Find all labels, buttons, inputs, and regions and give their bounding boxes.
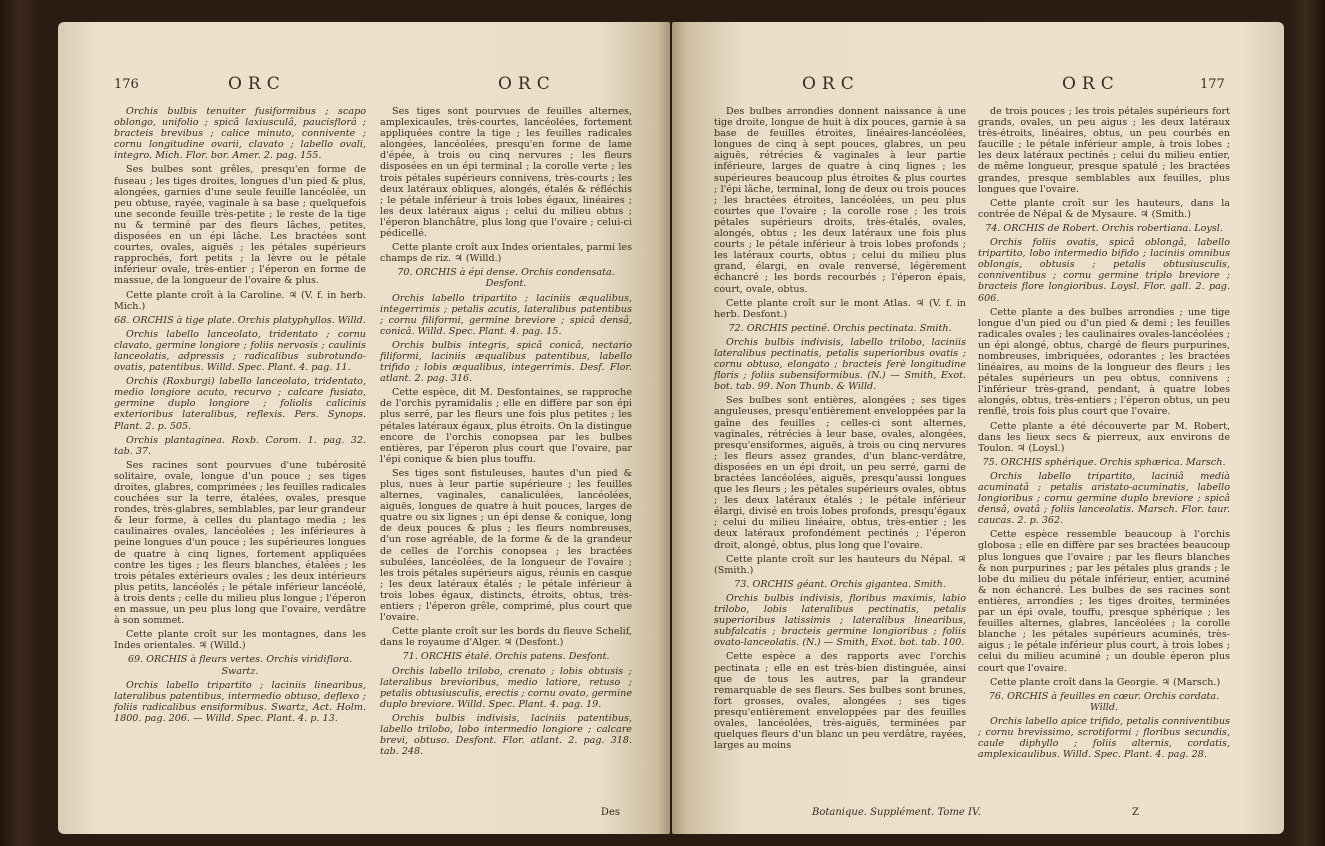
- paragraph: Cette plante croît aux Indes orientales, parmi les champs de riz. ♃ (Willd.): [380, 242, 632, 265]
- paragraph: Cette plante croît dans la Georgie. ♃ (Marsch.): [990, 676, 1221, 688]
- paragraph: Orchis foliis ovatis, spicâ oblongâ, labello tripartito, lobo intermedio bifido ; laciniis omnibus oblongis, obtusis ; petalis obtusiusculis, conniventibus ; cornu germine triplo breviore ; bracteis flore longioribus. Loysl. Flor. gall. 2. pag. 606.: [978, 237, 1230, 304]
- paragraph: 69. ORCHIS à fleurs vertes. Orchis viridiflora. Swartz.: [127, 654, 353, 677]
- paragraph: de trois pouces ; les trois pétales supérieurs fort grands, ovales, un peu aigus ; les deux latéraux très-étroits, linéaires, obtus, un peu courbés en faucille ; le pétale inférieur ample, à trois lobes ; les deux latéraux pectinés ; celui du milieu entier, de même longueur, presque spatulé ; les bractées grandes, presque semblables aux feuilles, plus longues que l'ovaire.: [978, 106, 1230, 195]
- paragraph: 73. ORCHIS géant. Orchis gigantea. Smith.: [734, 578, 946, 590]
- right-column-1: [714, 106, 966, 754]
- right-page-header: [672, 74, 1284, 96]
- paragraph: Ses tiges sont pourvues de feuilles alternes, amplexicaules, très-courtes, lancéolées, fortement appliquées contre la tige ; les feuilles radicales alongées, lancéolées, presqu'en forme de lame d'épée, à trois ou cinq nervures ; les fleurs disposées en un épi terminal ; la corolle verte ; les trois pétales supérieurs connivens, très-courts ; les deux latéraux obliques, alongés, étalés & réfléchis ; le pétale inférieur à trois lobes égaux, linéaires ; les deux latéraux aigus ; celui du milieu obtus ; l'éperon blanchâtre, plus long que l'ovaire ; celui-ci pédicellé.: [380, 106, 632, 240]
- paragraph: Ses tiges sont fistuleuses, hautes d'un pied & plus, nues à leur partie supérieure ; les feuilles alternes, vaginales, canaliculées, lancéolées, aiguës, longues de quatre à huit pouces, larges de quatre ou six lignes ; un épi dense & conique, long de deux pouces & plus ; les fleurs nombreuses, d'un rose agréable, de la forme & de la grandeur de celles de l'orchis conopsea ; les bractées subulées, lancéolées, de la longueur de l'ovaire ; les trois pétales supérieurs aigus, réunis en casque ; les deux latéraux étalés ; le pétale inférieur à trois lobes égaux, distincts, étroits, obtus, très-entiers ; l'éperon grêle, comprimé, plus court que l'ovaire.: [380, 467, 632, 624]
- paragraph: 70. ORCHIS à épi dense. Orchis condensata. Desfont.: [397, 267, 615, 290]
- page-number: 176: [114, 77, 139, 92]
- paragraph: Orchis labello tripartito, laciniâ medià acuminatâ ; petalis aristato-acuminatis, labello longioribus ; cornu germine duplo breviore ; spicâ densâ, ovatâ ; foliis lanceolatis. Marsch. Flor. taur. caucas. 2. p. 362.: [978, 470, 1230, 527]
- paragraph: Orchis labello trilobo, crenato ; lobis obtusis ; lateralibus brevioribus, medio latiore, retuso ; petalis obtusiusculis, erectis ; cornu ovato, germine duplo breviore. Willd. Spec. Plant. 4. pag. 19.: [380, 665, 632, 710]
- paragraph: Des bulbes arrondies donnent naissance à une tige droite, longue de huit à dix pouces, garnie à sa base de feuilles étroites, linéaires-lancéolées, longues de cinq à sept pouces, glabres, un peu aiguës, rétrécies & vaginales à leur partie inférieure, larges de quatre à cinq lignes ; les supérieures beaucoup plus étroites & plus courtes ; l'épi lâche, terminal, long de deux ou trois pouces ; les bractées étroites, lancéolées, un peu plus courtes que l'ovaire ; la corolle rose ; les trois pétales supérieurs droits, très-étalés, ovales, alongés, obtus ; les deux latéraux une fois plus courts ; le pétale inférieur à trois lobes profonds ; les latéraux courts, obtus ; celui du milieu plus grand, élargi, en ovale renversé, légèrement échancré ; les bords recourbés ; l'éperon épais, court, ovale, obtus.: [714, 106, 966, 295]
- paragraph: Orchis labello tripartito ; laciniis linearibus, lateralibus patentibus, intermedio obtuso, deflexo ; foliis radicalibus ensiformibus. Swartz, Act. Holm. 1800. pag. 206. — Willd. Spec. Plant. 4. p. 13.: [114, 679, 366, 724]
- paragraph: Orchis bulbis tenuiter fusiformibus ; scapo oblongo, unifolio ; spicâ laxiusculâ, paucisflorâ ; bracteis brevibus ; calice minuto, connivente ; cornu longitudine ovarii, clavato ; labello ovali, integro. Mich. Flor. bor. Amer. 2. pag. 155.: [114, 106, 366, 162]
- paragraph: 76. ORCHIS à feuilles en cœur. Orchis cordata. Willd.: [988, 690, 1220, 713]
- paragraph: Cette plante croît à la Caroline. ♃ (V. f. in herb. Mich.): [114, 289, 366, 312]
- left-page: [58, 22, 670, 834]
- paragraph: Orchis plantaginea. Roxb. Corom. 1. pag. 32. tab. 37.: [114, 434, 366, 457]
- running-head-right: ORC: [498, 74, 556, 94]
- page-number: 177: [1200, 77, 1225, 92]
- paragraph: Ses racines sont pourvues d'une tubérosité solitaire, ovale, longue d'un pouce ; ses tiges droites, glabres, comprimées ; les feuilles radicales couchées sur la terre, étalées, ovales, presque rondes, très-glabres, semblables, par leur grandeur & leur forme, à celles du plantago media ; les caulinaires ovales, lancéolées ; les inférieures à peine longues d'un pouce ; les supérieures longues de quatre à cinq lignes, fortement appliquées contre les tiges ; les fleurs blanches, étalées ; les trois pétales extérieurs ovales ; les deux intérieurs plus petits, lancéolés ; le pétale inférieur lancéolé, à trois dents ; celle du milieu plus longue ; l'éperon en massue, un peu plus long que l'ovaire, verdâtre à son sommet.: [114, 459, 366, 627]
- paragraph: Ses bulbes sont grêles, presqu'en forme de fuseau ; les tiges droites, longues d'un pied & plus, alongées, garnies d'une seule feuille lancéolée, un peu obtuse, rayée, vaginale à sa base ; quelquefois une seconde feuille très-petite ; le reste de la tige nu & terminé par des fleurs lâches, petites, disposées en un épi lâche. Les bractées sont courtes, ovales, aiguës ; les pétales supérieurs rapprochés, fort petits ; la lèvre ou le pétale inférieur ovale, très-entier ; l'éperon en forme de massue, de la longueur de l'ovaire & plus.: [114, 164, 366, 287]
- catchword: Des: [600, 807, 620, 818]
- paragraph: Cette plante croît sur les hauteurs, dans la contrée de Népal & de Mysaure. ♃ (Smith.): [978, 197, 1230, 220]
- paragraph: Orchis labello apice trifido, petalis conniventibus ; cornu brevissimo, scrotiformi ; floribus secundis, caule diphyllo ; foliis alternis, cordatis, amplexicaulibus. Willd. Spec. Plant. 4. pag. 28.: [978, 715, 1230, 761]
- paragraph: Cette plante croît sur les montagnes, dans les Indes orientales. ♃ (Willd.): [114, 629, 366, 652]
- running-head-left: ORC: [802, 74, 860, 94]
- left-column-2: [380, 106, 632, 760]
- paragraph: Cette espèce a des rapports avec l'orchis pectinata ; elle en est très-bien distinguée, ainsi que de tous les autres, par la grandeur remarquable de ses fleurs. Ses bulbes sont brunes, fort grosses, ovales, alongées ; ses tiges presqu'entièrement enveloppées par des feuilles ovales, lancéolées, très-aiguës, terminées par quelques fleurs d'un blanc un peu verdâtre, rayées, larges au moins: [714, 651, 966, 752]
- paragraph: Orchis (Roxburgi) labello lanceolato, tridentato, medio longiore acuto, recurvo ; calcare fusiato, germine duplo longiore ; foliolis calicinis exterioribus lateralibus, reflexis. Pers. Synops. Plant. 2. p. 505.: [114, 376, 366, 432]
- paragraph: Orchis bulbis indivisis, labello trilobo, laciniis lateralibus pectinatis, petalis superioribus ovatis ; cornu obtuso, elongato ; bracteis ferè longitudine floris ; foliis subensiformibus. (N.) — Smith, Exot. bot. tab. 99. Non Thunb. & Willd.: [714, 336, 966, 393]
- signature-line: Botanique. Supplément. Tome IV.: [812, 807, 981, 818]
- paragraph: 68. ORCHIS à tige plate. Orchis platyphyllos. Willd.: [114, 314, 366, 326]
- paragraph: Cette espèce, dit M. Desfontaines, se rapproche de l'orchis pyramidalis ; elle en diffère par son épi plus serré, par les fleurs une fois plus petites ; les pétales latéraux égaux, plus étroits. On la distingue encore de l'orchis conopsea par les bulbes entières, par l'éperon plus court que l'ovaire, par l'épi conique & bien plus touffu.: [380, 387, 632, 465]
- left-page-header: [58, 74, 670, 96]
- paragraph: Ses bulbes sont entières, alongées ; ses tiges anguleuses, presqu'entièrement enveloppées par la gaîne des feuilles ; celles-ci sont alternes, vaginales, rétrécies à leur base, ovales, alongées, presqu'ensiformes, aiguës, à trois ou cinq nervures ; les fleurs assez grandes, d'un blanc-verdâtre, disposées en un épi droit, un peu serré, garni de bractées lancéolées, aiguës, presqu'aussi longues que les fleurs ; les pétales supérieurs ovales, obtus ; les deux latéraux étalés ; le pétale inférieur élargi, divisé en trois lobes profonds, presqu'égaux ; celui du milieu linéaire, obtus, très-entier ; les deux latéraux profondément pectinés ; l'éperon droit, alongé, obtus, plus long que l'ovaire.: [714, 395, 966, 551]
- paragraph: Orchis bulbis indivisis, laciniis patentibus, labello trilobo, lobo intermedio longiore ; calcare brevi, obtuso. Desfont. Flor. atlant. 2. pag. 318. tab. 248.: [380, 712, 632, 758]
- paragraph: Cette plante croît sur les hauteurs du Népal. ♃ (Smith.): [714, 553, 966, 576]
- paragraph: Cette plante a été découverte par M. Robert, dans les lieux secs & pierreux, aux environs de Toulon. ♃ (Loysl.): [978, 420, 1230, 454]
- right-column-2: [978, 106, 1230, 763]
- left-column-1: [114, 106, 366, 727]
- paragraph: Orchis labello lanceolato, tridentato ; cornu clavato, germine longiore ; foliis nervosis ; caulinis lanceolatis, adpressis ; radicalibus subrotundo-ovatis, patentibus. Willd. Spec. Plant. 4. pag. 11.: [114, 328, 366, 374]
- paragraph: 74. ORCHIS de Robert. Orchis robertiana. Loysl.: [985, 222, 1223, 234]
- paragraph: 75. ORCHIS sphérique. Orchis sphærica. Marsch.: [982, 456, 1226, 468]
- paragraph: Orchis bulbis integris, spicâ conicâ, nectario filiformi, laciniis æqualibus patentibus, labello trifido ; lobis æqualibus, integerrimis. Desf. Flor. atlant. 2. pag. 316.: [380, 339, 632, 385]
- paragraph: Cette espèce ressemble beaucoup à l'orchis globosa ; elle en diffère par ses bractées beaucoup plus longues que l'ovaire ; par les fleurs blanches & non purpurines ; par les pétales plus grands ; le lobe du milieu du pétale inférieur, entier, acuminé & non échancré. Les bulbes de ses racines sont entières, arrondies ; les tiges droites, terminées par un épi ovale, touffu, presque sphérique ; les feuilles alternes, glabres, lancéolées ; la corolle blanche ; les pétales supérieurs acuminés, très-aigus ; le pétale inférieur plus court, à trois lobes ; celui du milieu acuminé ; un double éperon plus court que l'ovaire.: [978, 529, 1230, 674]
- paragraph: Orchis bulbis indivisis, floribus maximis, labio trilobo, lobis lateralibus pectinatis, petalis superioribus latissimis ; lateralibus linearibus, subfalcatis ; bracteis germine longioribus ; foliis ovato-lanceolatis. (N.) — Smith, Exot. bot. tab. 100.: [714, 592, 966, 649]
- paragraph: Cette plante a des bulbes arrondies ; une tige longue d'un pied ou d'un pied & demi ; les feuilles radicales ovales ; les caulinaires ovales-lancéolées ; un épi alongé, obtus, chargé de fleurs purpurines, nombreuses, imbriquées, odorantes ; les bractées linéaires, au moins de la longueur des fleurs ; les pétales supérieurs un peu obtus, connivens ; l'inférieur très-grand, pendant, à quatre lobes alongés, obtus, très-entiers ; l'éperon obtus, un peu renflé, trois fois plus court que l'ovaire.: [978, 306, 1230, 418]
- catchword: Z: [1132, 807, 1139, 818]
- paragraph: 71. ORCHIS étalé. Orchis patens. Desfont.: [402, 651, 610, 663]
- paragraph: Cette plante croît sur le mont Atlas. ♃ (V. f. in herb. Desfont.): [714, 297, 966, 320]
- right-page: [672, 22, 1284, 834]
- paragraph: Orchis labello tripartito ; laciniis æqualibus, integerrimis ; petalis acutis, lateralibus patentibus ; cornu filiformi, germine breviore ; spicâ densâ, conicâ. Willd. Spec. Plant. 4. pag. 15.: [380, 292, 632, 337]
- paragraph: 72. ORCHIS pectiné. Orchis pectinata. Smith.: [728, 322, 952, 334]
- running-head-right: ORC: [1062, 74, 1120, 94]
- running-head-left: ORC: [228, 74, 286, 94]
- paragraph: Cette plante croît sur les bords du fleuve Schelif, dans le royaume d'Alger. ♃ (Desfont.): [380, 626, 632, 649]
